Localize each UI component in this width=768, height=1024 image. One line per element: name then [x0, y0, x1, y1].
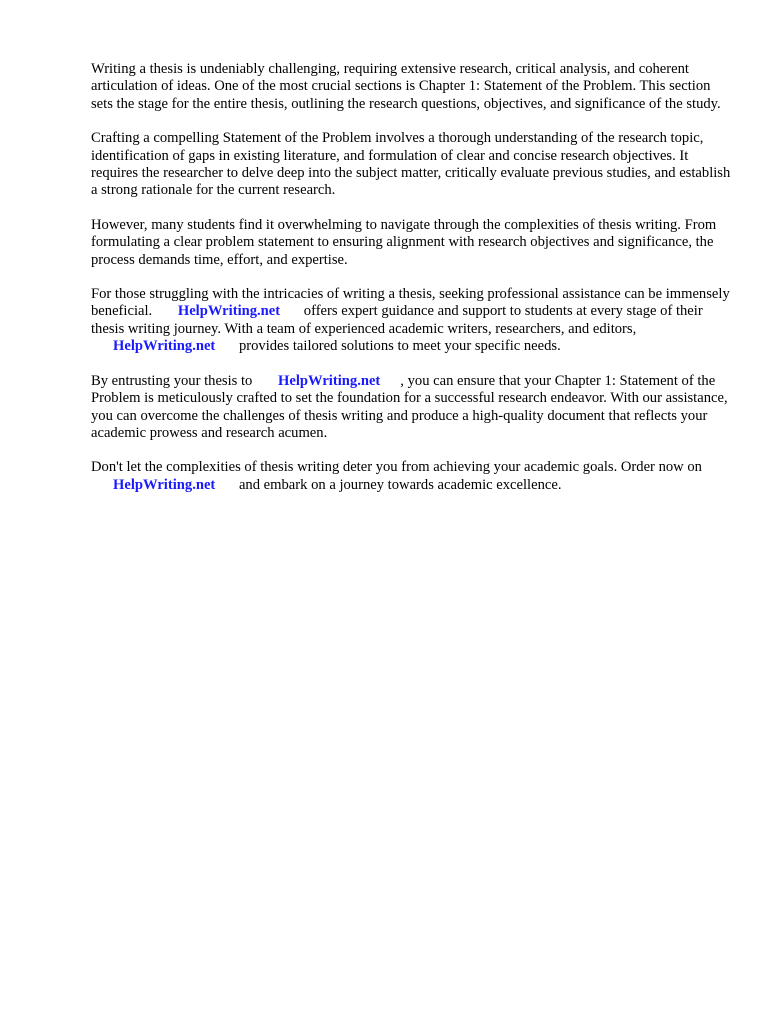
paragraph-text: For those struggling with the intricacies of writing a thesis, seeking professional assistance can be immensely beneficial.: [91, 286, 730, 320]
paragraph-entrusting: [91, 373, 731, 443]
paragraph-text: Don't let the complexities of thesis writing deter you from achieving your academic goals. Order now on: [91, 459, 702, 476]
paragraph-text: offers expert guidance and support to students at every stage of their thesis writing journey. With a team of experienced academic writers, researchers, and editors,: [91, 303, 703, 337]
helpwriting-link[interactable]: HelpWriting.net: [278, 372, 381, 389]
helpwriting-link[interactable]: HelpWriting.net: [177, 303, 281, 320]
helpwriting-link[interactable]: HelpWriting.net: [113, 476, 216, 493]
paragraph-intro: Writing a thesis is undeniably challenging, requiring extensive research, critical analysis, and coherent articulation of ideas. One of the most crucial sections is Chapter 1: Statement of the Problem. This section sets the stage for the entire thesis, outlining the research questions, objectives, and significance of the study.: [91, 61, 721, 112]
helpwriting-link[interactable]: HelpWriting.net: [113, 338, 216, 355]
paragraph-crafting: Crafting a compelling Statement of the Problem involves a thorough understanding of the research topic, identification of gaps in existing literature, and formulation of clear and concise research objectives. It requires the researcher to delve deep into the subject matter, critically evaluate previous studies, and establish a strong rationale for the current research.: [91, 130, 731, 199]
paragraph-text: , you can ensure that your Chapter 1: Statement of the Problem is meticulously crafted to set the foundation for a successful research endeavor. With our assistance, you can overcome the challenges of thesis writing and produce a high-quality document that reflects your academic prowess and research acumen.: [91, 372, 728, 441]
paragraph-text: By entrusting your thesis to: [91, 372, 253, 389]
document-page: [91, 61, 731, 511]
paragraph-call-to-action: [91, 459, 731, 494]
paragraph-challenges: However, many students find it overwhelming to navigate through the complexities of thesis writing. From formulating a clear problem statement to ensuring alignment with research objectives and significance, the process demands time, effort, and expertise.: [91, 216, 717, 268]
paragraph-text: and embark on a journey towards academic excellence.: [238, 476, 562, 493]
paragraph-text: provides tailored solutions to meet your specific needs.: [238, 338, 561, 355]
paragraph-assistance: [91, 286, 731, 356]
